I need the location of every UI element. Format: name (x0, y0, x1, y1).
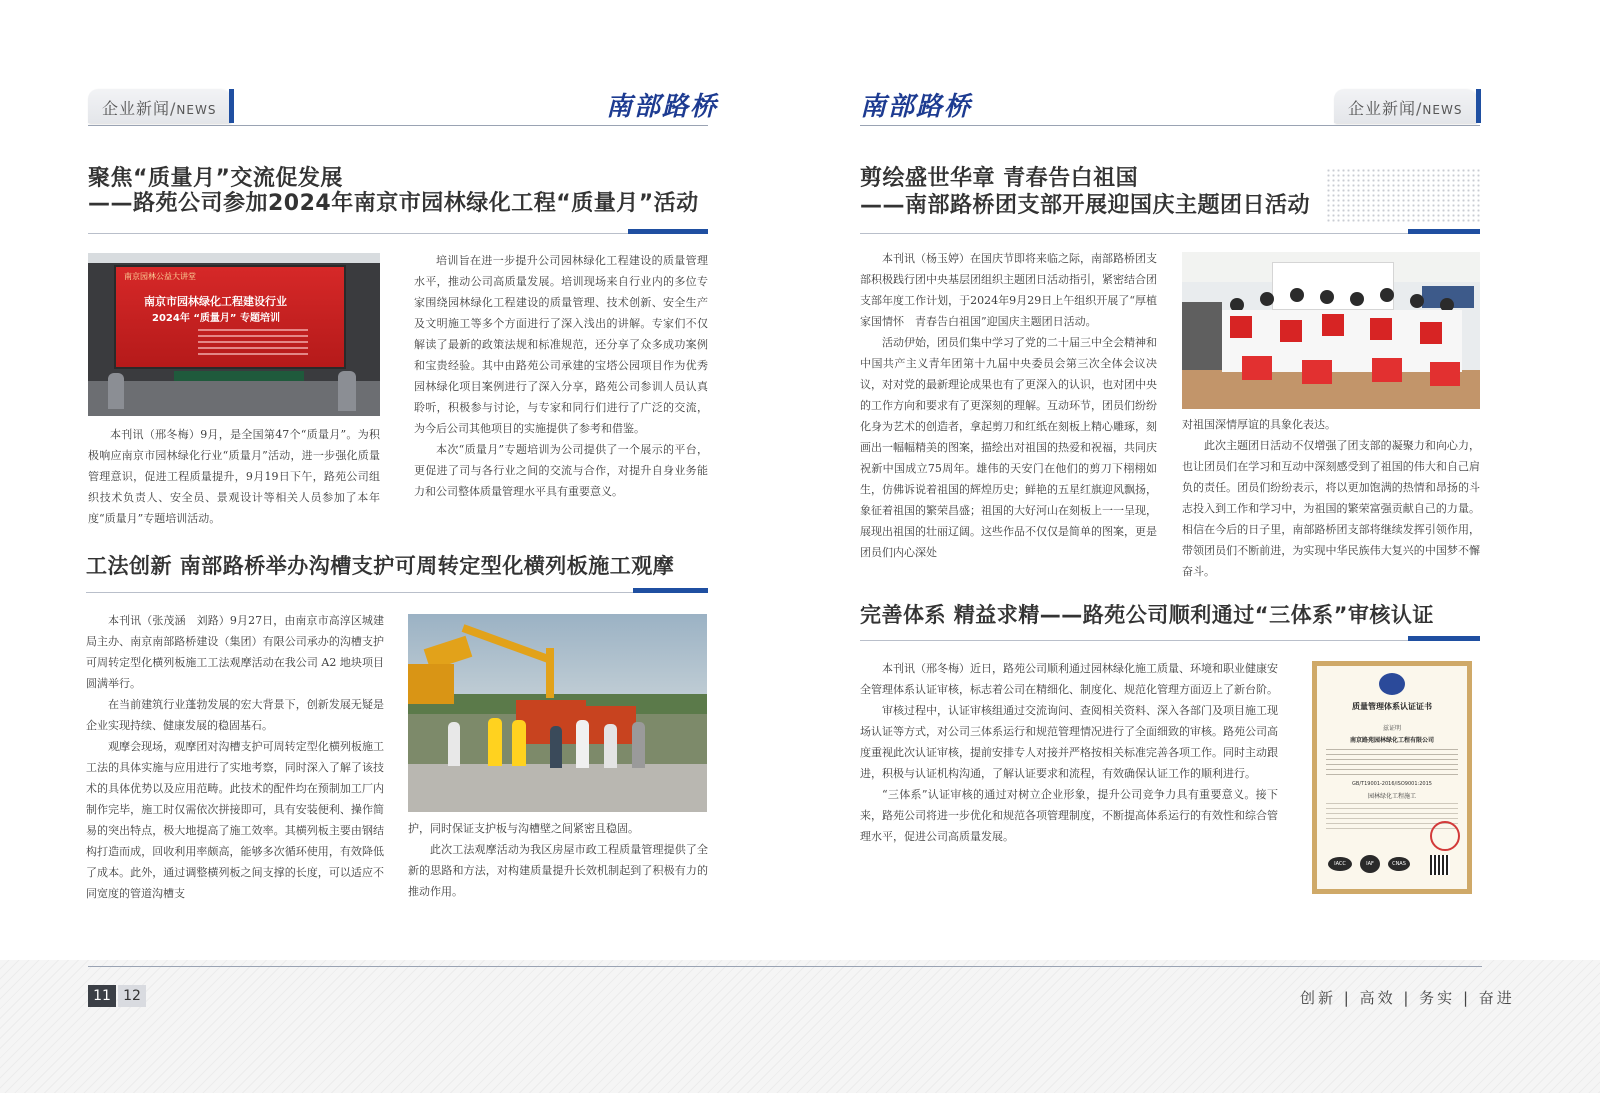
screen-title-1: 南京市园林绿化工程建设行业 (144, 295, 287, 308)
title-underline (860, 640, 1480, 641)
certificate-title: 质量管理体系认证证书 (1352, 702, 1432, 711)
section-tab (88, 89, 230, 123)
paragraph: 此次工法观摩活动为我区房屋市政工程质量管理提供了全新的思路和方法，对构建质量提升长效机制起到了积极有力的推动作用。 (408, 843, 708, 898)
title-underline (88, 233, 708, 234)
screen-title-2: 2024年 “质量月” 专题培训 (152, 313, 280, 324)
brand-logo: 南部路桥 (606, 92, 719, 122)
article1-body-left (860, 248, 1157, 563)
paragraph: 本次“质量月”专题培训为公司提供了一个展示的平台，更促进了司与各行业之间的交流与合作，对提升自身业务能力和公司整体质量管理水平具有重要意义。 (414, 443, 708, 498)
page-number-right: 12 (118, 985, 146, 1007)
section-tab-sep: / (1416, 99, 1423, 118)
paragraph: 审核过程中，认证审核组通过交流询问、查阅相关资料、深入各部门及项目施工现场认证等方式，对公司三体系运行和规范管理情况进行了全面细致的审核。路苑公司高度重视此次认证审核，提前安排专人对接并严格按相关标准完善各项工作。同时主动跟进，积极与认证机构沟通，了解认证要求和流程，有效确保认证工作的顺利进行。 (860, 704, 1278, 780)
footer-slogan: 创新 | 高效 | 务实 | 奋进 (1300, 989, 1515, 1007)
header-rule (860, 125, 1480, 126)
section-tab-cn: 企业新闻 (102, 99, 171, 118)
certificate-image (1312, 661, 1472, 894)
title-underline-accent (1408, 636, 1480, 641)
section-tab-cn: 企业新闻 (1348, 99, 1417, 118)
paragraph: 本刊讯（杨玉婷）在国庆节即将来临之际，南部路桥团支部积极践行团中央基层团组织主题团日活动指引，紧密结合团支部年度工作计划，于2024年9月29日上午组织开展了“厚植家国情怀 青春告白祖国”迎国庆主题团日活动。 (860, 252, 1157, 328)
section-tab-en: NEWS (176, 103, 217, 117)
paragraph: 活动伊始，团员们集中学习了党的二十届三中全会精神和中国共产主义青年团第十九届中央委员会第三次全体会议决议，对对党的最新理论成果也有了更深入的认识，也对团中央的工作方向和要求有了更深刻的理解。互动环节，团员们纷纷化身为艺术的创造者，拿起剪刀和红纸在刻板上精心雕琢，刻画出一幅幅精美的图案，描绘出对祖国的热爱和祝福，共同庆祝新中国成立75周年。雄伟的天安门在他们的剪刀下栩栩如生，仿佛诉说着祖国的辉煌历史；鲜艳的五星红旗迎风飘扬，象征着祖国的繁荣昌盛；祖国的大好河山在刻板上一一呈现，展现出祖国的壮丽辽阔。这些作品不仅仅是简单的图案，更是团员们内心深处 (860, 336, 1157, 559)
article2-title: 工法创新 南部路桥举办沟槽支护可周转定型化横列板施工观摩 (86, 554, 675, 578)
title-underline-accent (1408, 229, 1480, 234)
article2-body (860, 658, 1278, 847)
section-tab-accent (229, 89, 234, 123)
section-tab-sep: / (170, 99, 177, 118)
youth-group-photo (1182, 252, 1480, 409)
paragraph: 培训旨在进一步提升公司园林绿化工程建设的质量管理水平，推动公司高质量发展。培训现场来自行业内的多位专家围绕园林绿化工程建设的质量管理、技术创新、安全生产及文明施工等多个方面进行了深入浅出的讲解。专家们不仅解读了最新的政策法规和标准规范，还分享了众多成功案例和宝贵经验。其中由路苑公司承建的宝塔公园项目作为优秀园林绿化项目案例进行了深入分享，路苑公司参训人员认真聆听，积极参与讨论，与专家和同行们进行了广泛的交流，为今后公司其他项目的实施提供了参考和借鉴。 (414, 254, 708, 435)
training-photo (88, 253, 380, 416)
section-tab-accent (1476, 89, 1481, 123)
title-underline-accent (628, 229, 708, 234)
title-underline-accent (633, 588, 708, 593)
screen-top-text: 南京园林公益大讲堂 (124, 272, 196, 281)
construction-photo (408, 614, 707, 812)
article2-body-left (86, 610, 384, 904)
left-page (0, 0, 800, 960)
article2-body-right (408, 818, 708, 902)
paragraph: “三体系”认证审核的通过对树立企业形象，提升公司竞争力具有重要意义。接下来，路苑公司将进一步优化和规范各项管理制度，不断提高体系运行的有效性和综合管理水平，促进公司高质量发展。 (860, 788, 1278, 843)
paragraph: 观摩会现场，观摩团对沟槽支护可周转定型化横列板施工工法的具体实施与应用进行了实地考察，同时深入了解了该技术的具体优势以及应用范畴。此技术的配件均在预制加工厂内制作完毕，施工时仅需依次拼接即可，具有安装便利、操作简易的突出特点，极大地提高了施工效率。其横列板主要由钢结构打造而成，回收利用率颇高，能够多次循环使用，有效降低了成本。此外，通过调整横列板之间支撑的长度，可以适应不同宽度的管道沟槽支 (86, 740, 384, 900)
paragraph: 在当前建筑行业蓬勃发展的宏大背景下，创新发展无疑是企业实现持续、健康发展的稳固基石。 (86, 698, 384, 732)
paragraph: 护，同时保证支护板与沟槽壁之间紧密且稳固。 (408, 822, 639, 835)
certificate-scope: 园林绿化工程施工 (1367, 793, 1416, 800)
right-page (800, 0, 1600, 960)
paragraph: 对祖国深情厚谊的具象化表达。 (1182, 418, 1336, 431)
paragraph: 本刊讯（邢冬梅）9月，是全国第47个“质量月”。为积极响应南京市园林绿化行业“质量月”活动，进一步强化质量管理意识，促进工程质量提升，9月19日下午，路苑公司组织技术负责人、安全员、景观设计等相关人员参加了本年度“质量月”专题培训活动。 (88, 428, 380, 525)
certificate-standard: GB/T19001-2016/ISO9001:2015 (1352, 781, 1432, 787)
article1-body-right (414, 250, 708, 502)
section-tab-en: NEWS (1422, 103, 1463, 117)
article1-body-right (1182, 414, 1480, 582)
article-title-line1: 聚焦“质量月”交流促发展 (88, 166, 343, 191)
brand-logo: 南部路桥 (860, 92, 973, 122)
article2-title: 完善体系 精益求精——路苑公司顺利通过“三体系”审核认证 (860, 603, 1434, 627)
paragraph: 本刊讯（张茂涵 刘路）9月27日，由南京市高淳区城建局主办、南京南部路桥建设（集团）有限公司承办的沟槽支护可周转定型化横列板施工工法观摩活动在我公司 A2 地块项目圆满举行。 (86, 614, 384, 690)
paragraph: 本刊讯（邢冬梅）近日，路苑公司顺利通过园林绿化施工质量、环境和职业健康安全管理体系认证审核，标志着公司在精细化、制度化、规范化管理方面迈上了新台阶。 (860, 662, 1278, 696)
page-number-left: 11 (88, 985, 116, 1007)
certificate-subtitle: 兹证明 (1382, 725, 1401, 732)
article-title-line2: ——路苑公司参加2024年南京市园林绿化工程“质量月”活动 (88, 191, 699, 216)
badge-cnas: CNAS (1388, 857, 1410, 871)
article-title-line1: 剪绘盛世华章 青春告白祖国 (860, 166, 1139, 191)
header-rule (88, 125, 708, 126)
title-underline (860, 233, 1480, 234)
article-title-line2: ——南部路桥团支部开展迎国庆主题团日活动 (860, 193, 1311, 218)
footer-rule (88, 966, 1482, 967)
article1-body-under-photo (88, 424, 380, 529)
paragraph: 此次主题团日活动不仅增强了团支部的凝聚力和向心力，也让团员们在学习和互动中深刻感受到了祖国的伟大和自己肩负的责任。团员们纷纷表示，将以更加饱满的热情和昂扬的斗志投入到工作和学习中，为祖国的繁荣富强贡献自己的力量。相信在今后的日子里，南部路桥团支部将继续发挥引领作用，带领团员们不断前进，为实现中华民族伟大复兴的中国梦不懈奋斗。 (1182, 439, 1480, 578)
certificate-company: 南京路苑园林绿化工程有限公司 (1349, 737, 1434, 744)
badge-iacc: IACC (1328, 857, 1352, 871)
badge-iaf: IAF (1360, 855, 1380, 873)
decorative-dots (1326, 168, 1480, 224)
title-underline (86, 592, 708, 593)
section-tab (1334, 89, 1476, 123)
footer-band (0, 960, 1600, 1093)
